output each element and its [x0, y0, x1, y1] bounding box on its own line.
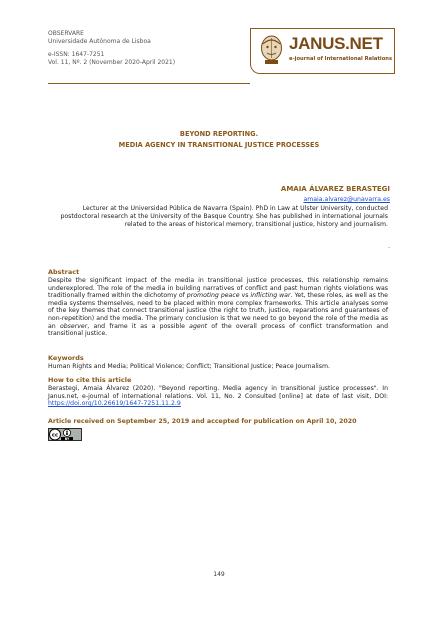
keywords-text: Human Rights and Media; Political Violence; Conflict; Transitional Justice; Peace Journalism. [48, 363, 330, 370]
issn: e-ISSN: 1647-7251 [48, 51, 105, 58]
creative-commons-badge[interactable] [48, 428, 82, 441]
logo-title: JANUS.NET [289, 34, 383, 53]
article-title: BEYOND REPORTING. [179, 130, 259, 138]
abstract-text: Despite the significant impact of the media in transitional justice processes, this relationship remains underexplored. The role of the media in building narratives of conflict and past human rights violations was traditionally framed within the dichotomy of promoting peace vs inflicting war. Yet, these roles, as well as the media systems themselves, need to be placed within more complex frameworks. This article analyses some of the key themes that connect transitional justice (the right to truth, justice, reparations and guarantees of non-repetition) and the media. The primary conclusion is that we need to go beyond the role of the media as an observer, and frame it as a possible agent of the overall process of conflict transformation and transitional justice. [48, 277, 388, 338]
received-date: Article received on September 25, 2019 and accepted for publication on April 10, 2020 [48, 418, 357, 425]
svg-text:BY: BY [64, 436, 70, 441]
header-divider [48, 83, 250, 84]
abstract-section [48, 268, 388, 338]
page-number: 149 [213, 571, 225, 578]
abstract-heading: Abstract [48, 268, 80, 276]
svg-text:cc: cc [51, 432, 59, 439]
article-subtitle: MEDIA AGENCY IN TRANSITIONAL JUSTICE PROCESSES [118, 141, 320, 149]
doi-link[interactable]: https://doi.org/10.26619/1647-7251.11.2.9 [48, 400, 181, 408]
logo-subtitle: e-journal of International Relations [289, 56, 393, 62]
author-bio: Lecturer at the Universidad Pública de Navarra (Spain). PhD in Law at Ulster University, conducted postdoctoral research at the University of the Basque Country. She has published in international journals related to the areas of historical memory, transitional justice, history and journalism. [60, 205, 388, 228]
university-name: Universidade Autónoma de Lisboa [48, 37, 151, 45]
journal-header [48, 30, 175, 66]
keywords-heading: Keywords [48, 354, 84, 362]
janus-net-logo[interactable] [250, 28, 395, 74]
keywords-section [48, 354, 388, 371]
janus-head-icon [259, 34, 284, 66]
bio-end-mark: . [388, 243, 390, 250]
author-name: AMAIA ÁLVAREZ BERASTEGI [280, 185, 390, 193]
citation-text: Berastegi, Amaia Álvarez (2020). "Beyond reporting. Media agency in transitional justice processes". In Janus.net, e-journal of international relations. Vol. 11, No. 2 Consulted [online] at date of last visit, DOI: https://doi.org/10.26619/1647-7251.11.2.9 [48, 385, 388, 408]
citation-heading: How to cite this article [48, 376, 132, 384]
citation-section [48, 376, 388, 408]
author-email-link[interactable]: amaia.alvarez@unavarra.es [303, 196, 390, 203]
publisher-name: OBSERVARE [48, 30, 84, 37]
volume-info: Vol. 11, Nº. 2 (November 2020-April 2021) [48, 58, 176, 66]
